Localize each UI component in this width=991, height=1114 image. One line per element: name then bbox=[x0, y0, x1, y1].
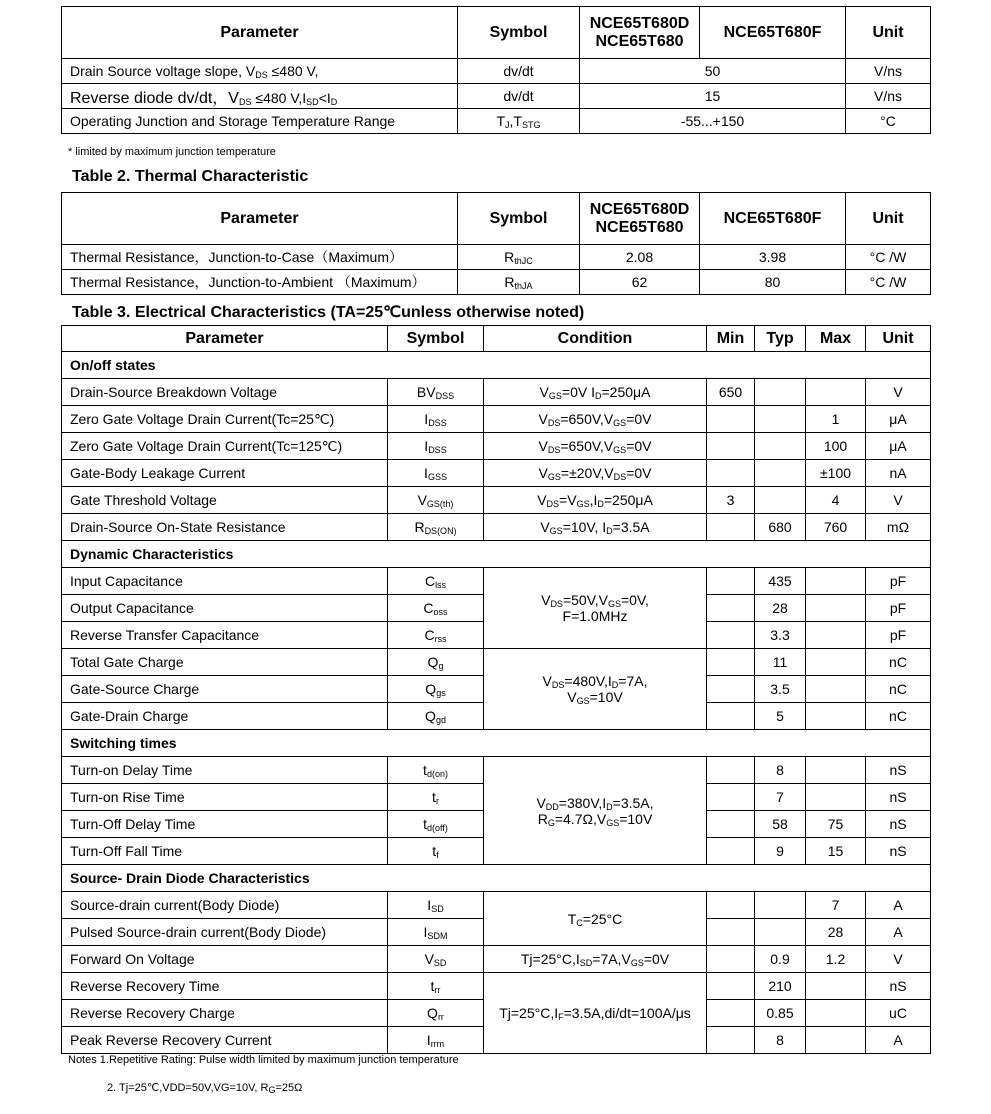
condition-cell: $V_{DS}=650V,V_{GS}=0V$ bbox=[484, 433, 707, 460]
param-cell: Gate-Body Leakage Current bbox=[62, 460, 388, 487]
max-cell bbox=[806, 1000, 866, 1027]
min-cell bbox=[707, 568, 755, 595]
unit-cell: A bbox=[866, 1027, 931, 1054]
header-part-f: NCE65T680F bbox=[700, 193, 846, 245]
typ-cell: 680 bbox=[755, 514, 806, 541]
min-cell bbox=[707, 757, 755, 784]
unit-cell: V bbox=[866, 946, 931, 973]
symbol-cell: $R_{thJA}$ bbox=[458, 270, 580, 295]
table-row bbox=[62, 460, 931, 487]
table-electrical bbox=[61, 325, 931, 1054]
condition-cell: $V_{GS}=10V$, $I_D=3.5A$ bbox=[484, 514, 707, 541]
table-row bbox=[62, 568, 931, 595]
min-cell bbox=[707, 460, 755, 487]
header-parameter: Parameter bbox=[62, 193, 458, 245]
param-cell: Reverse diode dv/dt，$V_{DS} \le 480$ $V,I_{SD}<I_D$ bbox=[62, 84, 458, 109]
typ-cell: 435 bbox=[755, 568, 806, 595]
param-cell: Drain Source voltage slope, $V_{DS} \le 480$ V, bbox=[62, 59, 458, 84]
max-cell: 28 bbox=[806, 919, 866, 946]
typ-cell bbox=[755, 892, 806, 919]
param-cell: Total Gate Charge bbox=[62, 649, 388, 676]
max-cell: 1 bbox=[806, 406, 866, 433]
typ-cell: 11 bbox=[755, 649, 806, 676]
param-cell: Turn-on Delay Time bbox=[62, 757, 388, 784]
symbol-cell: $t_{rr}$ bbox=[388, 973, 484, 1000]
header-unit: Unit bbox=[846, 193, 931, 245]
condition-cell: $Tj=25^\circ C,I_F=3.5A,di/dt=100A/\mu s$ bbox=[484, 973, 707, 1054]
typ-cell bbox=[755, 379, 806, 406]
unit-cell: nS bbox=[866, 838, 931, 865]
max-cell bbox=[806, 973, 866, 1000]
typ-cell: 7 bbox=[755, 784, 806, 811]
value-cell: 62 bbox=[580, 270, 700, 295]
condition-cell: $Tj=25^\circ C,I_{SD}=7A,V_{GS}=0V$ bbox=[484, 946, 707, 973]
unit-cell: nA bbox=[866, 460, 931, 487]
unit-cell: V bbox=[866, 487, 931, 514]
value-cell: 80 bbox=[700, 270, 846, 295]
unit-cell: pF bbox=[866, 622, 931, 649]
value-cell: 3.98 bbox=[700, 245, 846, 270]
param-cell: Gate-Source Charge bbox=[62, 676, 388, 703]
symbol-cell: $Q_g$ bbox=[388, 649, 484, 676]
param-cell: Source-drain current(Body Diode) bbox=[62, 892, 388, 919]
header-part-d: NCE65T680D NCE65T680 bbox=[580, 193, 700, 245]
min-cell: 3 bbox=[707, 487, 755, 514]
symbol-cell: $I_{GSS}$ bbox=[388, 460, 484, 487]
typ-cell bbox=[755, 433, 806, 460]
unit-cell: nC bbox=[866, 703, 931, 730]
symbol-cell: $Q_{rr}$ bbox=[388, 1000, 484, 1027]
typ-cell: 210 bbox=[755, 973, 806, 1000]
symbol-cell: $R_{DS(ON)}$ bbox=[388, 514, 484, 541]
param-cell: Reverse Recovery Charge bbox=[62, 1000, 388, 1027]
symbol-cell: $t_r$ bbox=[388, 784, 484, 811]
condition-cell: $V_{DS}=V_{GS},I_D=250\mu A$ bbox=[484, 487, 707, 514]
symbol-cell: $C_{lss}$ bbox=[388, 568, 484, 595]
unit-cell: μA bbox=[866, 406, 931, 433]
table2-caption: Table 2. Thermal Characteristic bbox=[72, 168, 309, 185]
value-cell: 50 bbox=[580, 59, 846, 84]
param-cell: Output Capacitance bbox=[62, 595, 388, 622]
symbol-cell: $I_{SDM}$ bbox=[388, 919, 484, 946]
typ-cell: 28 bbox=[755, 595, 806, 622]
max-cell: 100 bbox=[806, 433, 866, 460]
unit-cell: pF bbox=[866, 568, 931, 595]
header-unit: Unit bbox=[866, 326, 931, 352]
param-cell: Reverse Recovery Time bbox=[62, 973, 388, 1000]
unit-cell: uC bbox=[866, 1000, 931, 1027]
max-cell bbox=[806, 703, 866, 730]
max-cell bbox=[806, 595, 866, 622]
unit-cell: V/ns bbox=[846, 59, 931, 84]
typ-cell: 9 bbox=[755, 838, 806, 865]
min-cell bbox=[707, 433, 755, 460]
table-row bbox=[62, 270, 931, 295]
header-unit: Unit bbox=[846, 7, 931, 59]
symbol-cell: $Q_{gs}$ bbox=[388, 676, 484, 703]
table-row bbox=[62, 245, 931, 270]
unit-cell: °C /W bbox=[846, 245, 931, 270]
param-cell: Zero Gate Voltage Drain Current(Tc=125℃) bbox=[62, 433, 388, 460]
header-max: Max bbox=[806, 326, 866, 352]
table-row bbox=[62, 514, 931, 541]
section-title: Switching times bbox=[62, 730, 931, 757]
typ-cell bbox=[755, 487, 806, 514]
param-cell: Turn-Off Fall Time bbox=[62, 838, 388, 865]
min-cell bbox=[707, 838, 755, 865]
max-cell bbox=[806, 649, 866, 676]
condition-cell: $V_{DS}=50V,V_{GS}=0V$, F=1.0MHz bbox=[484, 568, 707, 649]
header-parameter: Parameter bbox=[62, 326, 388, 352]
condition-cell: $V_{GS}=\pm 20V,V_{DS}=0V$ bbox=[484, 460, 707, 487]
min-cell bbox=[707, 946, 755, 973]
unit-cell: nC bbox=[866, 649, 931, 676]
max-cell: 7 bbox=[806, 892, 866, 919]
min-cell bbox=[707, 1027, 755, 1054]
symbol-cell: $I_{DSS}$ bbox=[388, 433, 484, 460]
table-row bbox=[62, 487, 931, 514]
typ-cell: 0.85 bbox=[755, 1000, 806, 1027]
symbol-cell: dv/dt bbox=[458, 84, 580, 109]
table-row bbox=[62, 433, 931, 460]
typ-cell: 8 bbox=[755, 757, 806, 784]
typ-cell bbox=[755, 406, 806, 433]
min-cell bbox=[707, 1000, 755, 1027]
symbol-cell: $C_{rss}$ bbox=[388, 622, 484, 649]
typ-cell: 5 bbox=[755, 703, 806, 730]
unit-cell: V/ns bbox=[846, 84, 931, 109]
table-row bbox=[62, 946, 931, 973]
min-cell bbox=[707, 703, 755, 730]
typ-cell bbox=[755, 460, 806, 487]
header-part-d: NCE65T680D NCE65T680 bbox=[580, 7, 700, 59]
condition-cell: $V_{DD}=380V,I_D=3.5A$, $R_G=4.7\Omega,V_{GS}=10V$ bbox=[484, 757, 707, 865]
symbol-cell: $R_{thJC}$ bbox=[458, 245, 580, 270]
unit-cell: mΩ bbox=[866, 514, 931, 541]
condition-cell: $V_{GS}=0V$ $I_D=250\mu A$ bbox=[484, 379, 707, 406]
typ-cell bbox=[755, 919, 806, 946]
symbol-cell: $t_f$ bbox=[388, 838, 484, 865]
param-cell: Turn-on Rise Time bbox=[62, 784, 388, 811]
table-row bbox=[62, 757, 931, 784]
min-cell bbox=[707, 919, 755, 946]
value-cell: 15 bbox=[580, 84, 846, 109]
max-cell: 75 bbox=[806, 811, 866, 838]
section-row-diode bbox=[62, 865, 931, 892]
note-2: 2. Tj=25℃,VDD=50V,VG=10V, $R_G=25\Omega$ bbox=[107, 1082, 303, 1095]
unit-cell: A bbox=[866, 892, 931, 919]
symbol-cell: $I_{rrm}$ bbox=[388, 1027, 484, 1054]
unit-cell: V bbox=[866, 379, 931, 406]
symbol-cell: $V_{SD}$ bbox=[388, 946, 484, 973]
max-cell: 760 bbox=[806, 514, 866, 541]
symbol-cell: $V_{GS(th)}$ bbox=[388, 487, 484, 514]
table1-footnote: * limited by maximum junction temperature bbox=[68, 146, 276, 158]
table-row bbox=[62, 406, 931, 433]
table-row bbox=[62, 892, 931, 919]
max-cell: ±100 bbox=[806, 460, 866, 487]
min-cell bbox=[707, 649, 755, 676]
section-title: On/off states bbox=[62, 352, 931, 379]
max-cell: 4 bbox=[806, 487, 866, 514]
param-cell: Pulsed Source-drain current(Body Diode) bbox=[62, 919, 388, 946]
unit-cell: A bbox=[866, 919, 931, 946]
header-symbol: Symbol bbox=[458, 193, 580, 245]
max-cell bbox=[806, 676, 866, 703]
param-cell: Forward On Voltage bbox=[62, 946, 388, 973]
header-symbol: Symbol bbox=[388, 326, 484, 352]
symbol-cell: dv/dt bbox=[458, 59, 580, 84]
table-absolute-ratings bbox=[61, 6, 931, 134]
min-cell bbox=[707, 514, 755, 541]
min-cell bbox=[707, 676, 755, 703]
condition-cell: $V_{DS}=650V,V_{GS}=0V$ bbox=[484, 406, 707, 433]
value-cell: -55...+150 bbox=[580, 109, 846, 134]
max-cell bbox=[806, 379, 866, 406]
max-cell bbox=[806, 1027, 866, 1054]
param-cell: Peak Reverse Recovery Current bbox=[62, 1027, 388, 1054]
param-cell: Drain-Source Breakdown Voltage bbox=[62, 379, 388, 406]
min-cell bbox=[707, 811, 755, 838]
symbol-cell: $I_{SD}$ bbox=[388, 892, 484, 919]
max-cell bbox=[806, 622, 866, 649]
unit-cell: °C bbox=[846, 109, 931, 134]
unit-cell: nS bbox=[866, 811, 931, 838]
typ-cell: 58 bbox=[755, 811, 806, 838]
max-cell: 15 bbox=[806, 838, 866, 865]
table-row bbox=[62, 973, 931, 1000]
param-cell: Thermal Resistance，Junction-to-Case（Maximum） bbox=[62, 245, 458, 270]
symbol-cell: $t_{d(off)}$ bbox=[388, 811, 484, 838]
param-cell: Gate-Drain Charge bbox=[62, 703, 388, 730]
max-cell bbox=[806, 757, 866, 784]
condition-cell: $T_C=25^\circ C$ bbox=[484, 892, 707, 946]
min-cell bbox=[707, 406, 755, 433]
param-cell: Turn-Off Delay Time bbox=[62, 811, 388, 838]
section-title: Dynamic Characteristics bbox=[62, 541, 931, 568]
section-row-switching bbox=[62, 730, 931, 757]
table-thermal bbox=[61, 192, 931, 295]
param-cell: Input Capacitance bbox=[62, 568, 388, 595]
param-cell: Thermal Resistance，Junction-to-Ambient （Maximum） bbox=[62, 270, 458, 295]
table-row bbox=[62, 59, 931, 84]
typ-cell: 8 bbox=[755, 1027, 806, 1054]
section-row-dynamic bbox=[62, 541, 931, 568]
max-cell: 1.2 bbox=[806, 946, 866, 973]
unit-cell: pF bbox=[866, 595, 931, 622]
table-row bbox=[62, 379, 931, 406]
condition-cell: $V_{DS}=480V,I_D=7A$, $V_{GS}=10V$ bbox=[484, 649, 707, 730]
table-row bbox=[62, 109, 931, 134]
typ-cell: 3.3 bbox=[755, 622, 806, 649]
typ-cell: 3.5 bbox=[755, 676, 806, 703]
param-cell: Gate Threshold Voltage bbox=[62, 487, 388, 514]
unit-cell: nS bbox=[866, 757, 931, 784]
unit-cell: nC bbox=[866, 676, 931, 703]
header-symbol: Symbol bbox=[458, 7, 580, 59]
max-cell bbox=[806, 784, 866, 811]
symbol-cell: $C_{oss}$ bbox=[388, 595, 484, 622]
symbol-cell: $t_{d(on)}$ bbox=[388, 757, 484, 784]
unit-cell: μA bbox=[866, 433, 931, 460]
header-condition: Condition bbox=[484, 326, 707, 352]
section-title: Source- Drain Diode Characteristics bbox=[62, 865, 931, 892]
header-part-f: NCE65T680F bbox=[700, 7, 846, 59]
param-cell: Zero Gate Voltage Drain Current(Tc=25℃) bbox=[62, 406, 388, 433]
symbol-cell: $T_J,T_{STG}$ bbox=[458, 109, 580, 134]
param-cell: Drain-Source On-State Resistance bbox=[62, 514, 388, 541]
section-row-onoff bbox=[62, 352, 931, 379]
table-row bbox=[62, 649, 931, 676]
min-cell bbox=[707, 892, 755, 919]
header-min: Min bbox=[707, 326, 755, 352]
unit-cell: nS bbox=[866, 973, 931, 1000]
min-cell bbox=[707, 973, 755, 1000]
header-parameter: Parameter bbox=[62, 7, 458, 59]
unit-cell: °C /W bbox=[846, 270, 931, 295]
symbol-cell: $BV_{DSS}$ bbox=[388, 379, 484, 406]
table-row bbox=[62, 84, 931, 109]
min-cell bbox=[707, 784, 755, 811]
min-cell bbox=[707, 595, 755, 622]
unit-cell: nS bbox=[866, 784, 931, 811]
value-cell: 2.08 bbox=[580, 245, 700, 270]
param-cell: Operating Junction and Storage Temperature Range bbox=[62, 109, 458, 134]
symbol-cell: $Q_{gd}$ bbox=[388, 703, 484, 730]
symbol-cell: $I_{DSS}$ bbox=[388, 406, 484, 433]
min-cell bbox=[707, 622, 755, 649]
note-1: Notes 1.Repetitive Rating: Pulse width limited by maximum junction temperature bbox=[68, 1054, 459, 1066]
table3-caption: Table 3. Electrical Characteristics (TA=25℃unless otherwise noted) bbox=[72, 304, 585, 321]
min-cell: 650 bbox=[707, 379, 755, 406]
header-typ: Typ bbox=[755, 326, 806, 352]
max-cell bbox=[806, 568, 866, 595]
typ-cell: 0.9 bbox=[755, 946, 806, 973]
param-cell: Reverse Transfer Capacitance bbox=[62, 622, 388, 649]
